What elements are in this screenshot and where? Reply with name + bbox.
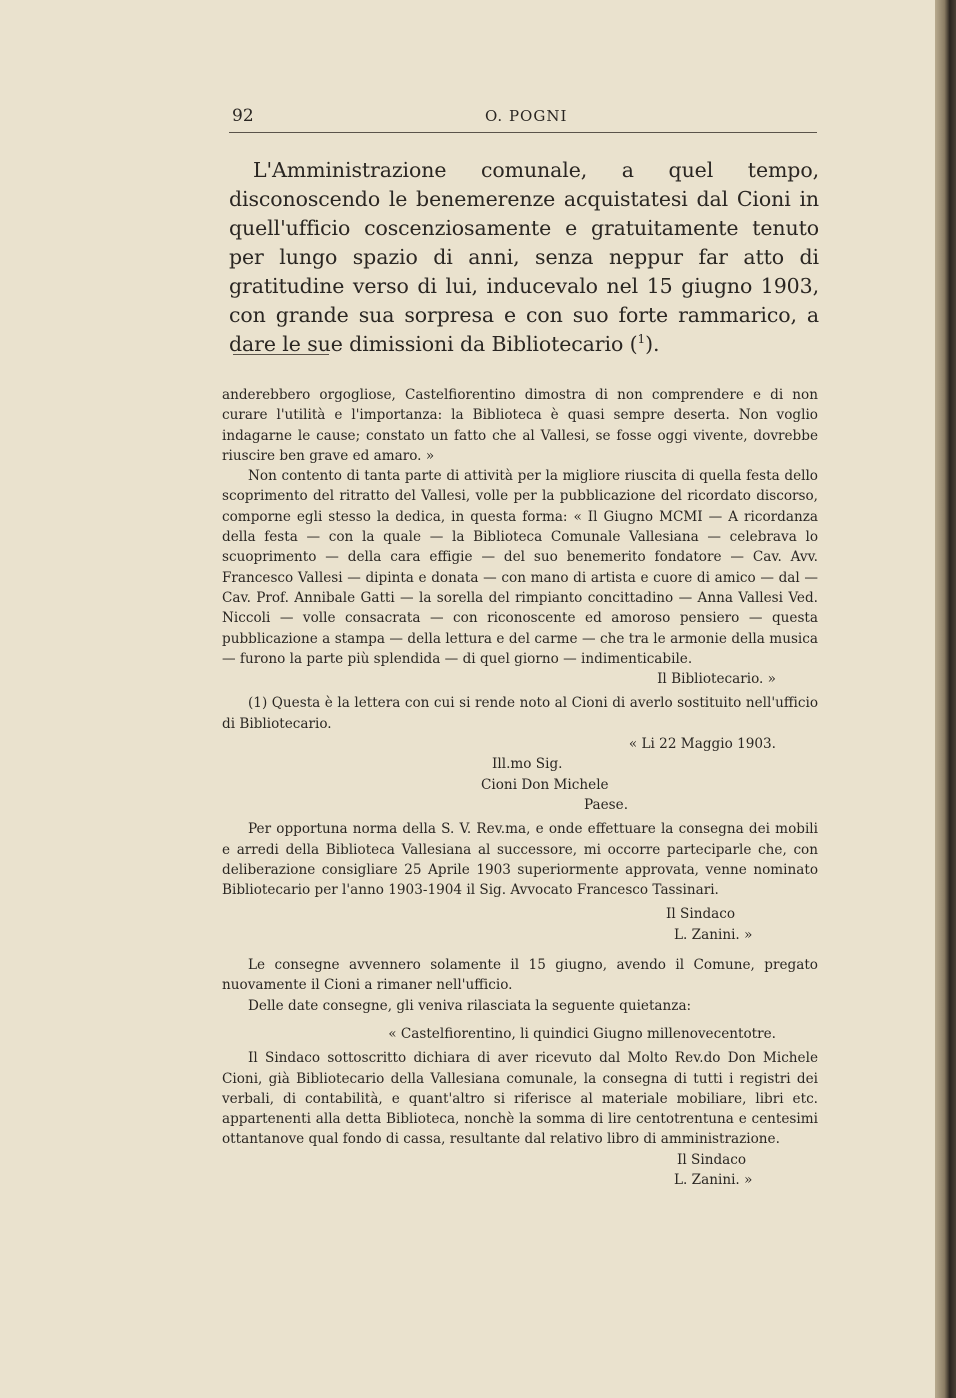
main-paragraph-text: L'Amministrazione comunale, a quel tempo, disconoscendo le benemerenze acquistatesi dal Cioni in quell'ufficio coscenziosamente e gratuitamente tenuto per lungo spazio di anni, senza neppur far atto di gratitudine verso di lui, inducevalo nel 15 giugno 1903, con grande sua sorpresa e con suo forte rammarico, a dare le sue dimissioni da Bibliotecario ( [229, 158, 819, 356]
letter-addressee-name: Cioni Don Michele [481, 776, 609, 793]
main-text [229, 156, 819, 359]
quietanza-intro: Delle date consegne, gli veniva rilasciata la seguente quietanza: [248, 997, 692, 1014]
book-spine-edge [935, 0, 956, 1398]
footnote-1: (1) Questa è la lettera con cui si rende noto al Cioni di averlo sostituito nell'ufficio di Bibliotecario. [222, 695, 818, 732]
main-paragraph-end: ). [645, 332, 660, 356]
receipt-signature-name: L. Zanini. » [674, 1171, 753, 1188]
receipt-signature-title: Il Sindaco [677, 1151, 747, 1168]
letter-body: Per opportuna norma della S. V. Rev.ma, e onde effettuare la consegna dei mobili e arredi della Biblioteca Vallesiana al successore, mi occorre parteciparle che, con deliberazione consigliare 25 Aprile 1903 superiormente approvata, venne nominato Bibliotecario per l'anno 1903-1904 il Sig. Avvocato Francesco Tassinari. [222, 821, 818, 899]
page-number: 92 [232, 106, 254, 126]
main-paragraph [229, 156, 819, 359]
note-continuation: anderebbero orgogliose, Castelfiorentino dimostra di non comprendere e di non curare l'utilità e l'importanza: la Biblioteca è quasi sempre deserta. Non voglio indagarne le cause; constato un fatto che al Vallesi, se fosse oggi vivente, dovrebbe riuscire ben grave ed amaro. » [222, 387, 818, 464]
receipt-place-date: « Castelfiorentino, li quindici Giugno millenovecentotre. [388, 1025, 776, 1042]
page-header [229, 104, 817, 133]
footnote-reference: 1 [637, 332, 646, 347]
footnotes [222, 385, 818, 1190]
letter-addressee-title: Ill.mo Sig. [492, 756, 563, 773]
footnote-rule [233, 354, 329, 355]
running-head: O. POGNI [485, 107, 568, 125]
receipt-body: Il Sindaco sottoscritto dichiara di aver ricevuto dal Molto Rev.do Don Michele Cioni, già Bibliotecario della Vallesiana comunale, la consegna di tutti i registri dei verbali, di contabilità, e quant'altro si riferisce al materiale mobiliare, libri etc. appartenenti alla detta Biblioteca, nonchè la somma di lire centotrentuna e centesimi ottantanove qual fondo di cassa, resultante dal relativo libro di amministrazione. [222, 1050, 818, 1148]
letter-signature-name: L. Zanini. » [674, 926, 753, 943]
dedication-signature: Il Bibliotecario. » [657, 671, 776, 688]
letter-addressee-place: Paese. [584, 796, 629, 813]
letter-signature-title: Il Sindaco [666, 906, 736, 923]
note-dedication: Non contento di tanta parte di attività per la migliore riuscita di quella festa dello scoprimento del ritratto del Vallesi, volle per la pubblicazione del ricordato discorso, comporne egli stesso la dedica, in questa forma: « Il Giugno MCMI — A ricordanza della festa — con la quale — la Biblioteca Comunale Vallesiana — celebrava lo scuoprimento — della cara effigie — del suo benemerito fondatore — Cav. Avv. Francesco Vallesi — dipinta e donata — con mano di artista e cuore di amico — dal — Cav. Prof. Annibale Gatti — la sorella del rimpianto concittadino — Anna Vallesi Ved. Niccoli — volle consacrata — con riconoscente ed amoroso pensiero — questa pubblicazione a stampa — della lettura e del carme — che tra le armonie della musica — furono la parte più splendida — di quel giorno — indimenticabile. [222, 468, 818, 667]
letter-date: « Li 22 Maggio 1903. [628, 736, 776, 753]
consegne-paragraph: Le consegne avvennero solamente il 15 giugno, avendo il Comune, pregato nuovamente il Cioni a rimaner nell'ufficio. [222, 957, 818, 994]
